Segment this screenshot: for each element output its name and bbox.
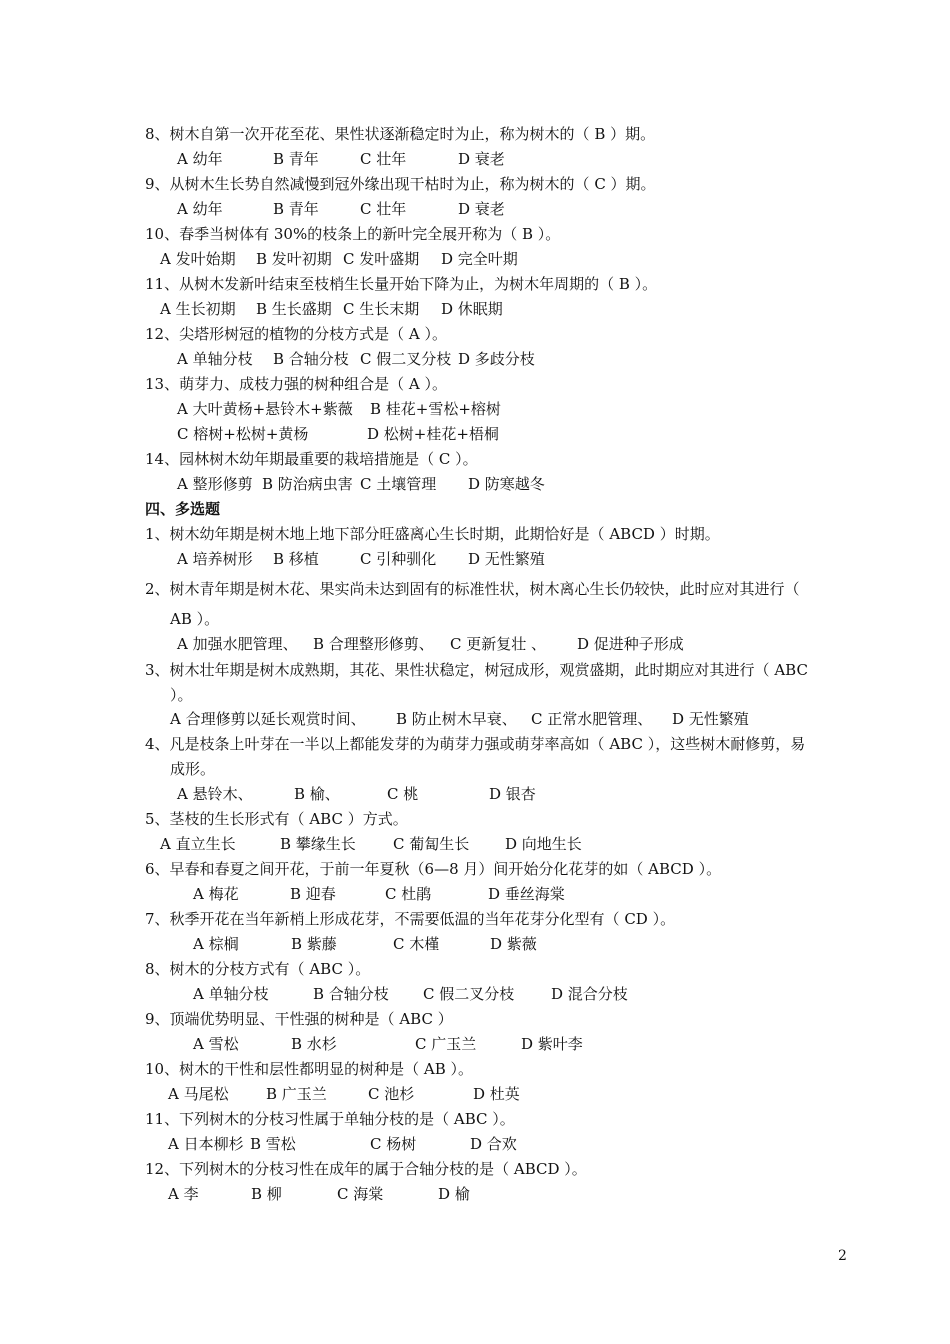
answer-option: A 加强水肥管理、 bbox=[177, 635, 298, 653]
answer-option: A 幼年 bbox=[177, 150, 223, 168]
question-text: 9、从树木生长势自然减慢到冠外缘出现干枯时为止，称为树木的（ C ）期。 bbox=[145, 175, 656, 193]
answer-option: D 防寒越冬 bbox=[468, 475, 545, 493]
answer-option: D 衰老 bbox=[458, 200, 505, 218]
answer-option: A 生长初期 bbox=[160, 300, 236, 318]
answer-option: C 假二叉分枝 bbox=[423, 985, 515, 1003]
answer-option: B 广玉兰 bbox=[266, 1085, 327, 1103]
page-number: 2 bbox=[838, 1248, 847, 1264]
answer-option: D 混合分枝 bbox=[551, 985, 628, 1003]
answer-option: D 无性繁殖 bbox=[672, 710, 749, 728]
answer-option: B 合轴分枝 bbox=[313, 985, 389, 1003]
answer-option: A 幼年 bbox=[177, 200, 223, 218]
answer-option: C 生长末期 bbox=[343, 300, 420, 318]
answer-option: C 发叶盛期 bbox=[343, 250, 420, 268]
answer-option: D 紫薇 bbox=[490, 935, 537, 953]
answer-option: A 单轴分枝 bbox=[193, 985, 269, 1003]
question-continuation: AB ）。 bbox=[170, 610, 220, 628]
answer-option: C 葡匐生长 bbox=[393, 835, 470, 853]
answer-option: B 青年 bbox=[273, 200, 319, 218]
answer-option: D 松树+桂花+梧桐 bbox=[367, 425, 499, 443]
question-text: 12、下列树木的分枝习性在成年的属于合轴分枝的是（ ABCD ）。 bbox=[145, 1160, 587, 1178]
section-heading: 四、多选题 bbox=[145, 500, 221, 518]
answer-option: B 青年 bbox=[273, 150, 319, 168]
question-text: 5、茎枝的生长形式有（ ABC ）方式。 bbox=[145, 810, 408, 828]
answer-option: A 日本柳杉 bbox=[168, 1135, 244, 1153]
answer-option: C 壮年 bbox=[360, 150, 407, 168]
answer-option: A 悬铃木、 bbox=[177, 785, 253, 803]
answer-option: D 榆 bbox=[438, 1185, 470, 1203]
answer-option: C 桃 bbox=[387, 785, 419, 803]
answer-option: A 李 bbox=[168, 1185, 199, 1203]
answer-option: D 向地生长 bbox=[505, 835, 582, 853]
answer-option: D 促进种子形成 bbox=[577, 635, 684, 653]
answer-option: B 水杉 bbox=[291, 1035, 337, 1053]
answer-option: D 完全叶期 bbox=[441, 250, 518, 268]
question-text: 13、萌芽力、成枝力强的树种组合是（ A ）。 bbox=[145, 375, 447, 393]
answer-option: A 棕榈 bbox=[193, 935, 239, 953]
question-text: 2、树木青年期是树木花、果实尚未达到固有的标准性状，树木离心生长仍较快，此时应对其进行（ bbox=[145, 580, 800, 598]
answer-option: B 榆、 bbox=[294, 785, 340, 803]
question-text: 11、从树木发新叶结束至枝梢生长量开始下降为止，为树木年周期的（ B ）。 bbox=[145, 275, 658, 293]
question-text: 10、春季当树体有 30%的枝条上的新叶完全展开称为（ B ）。 bbox=[145, 225, 561, 243]
answer-option: C 广玉兰 bbox=[415, 1035, 477, 1053]
question-continuation: 成形。 bbox=[170, 760, 216, 778]
answer-option: D 衰老 bbox=[458, 150, 505, 168]
answer-option: B 合理整形修剪、 bbox=[313, 635, 434, 653]
question-text: 1、树木幼年期是树木地上地下部分旺盛离心生长时期，此期恰好是（ ABCD ）时期。 bbox=[145, 525, 720, 543]
question-text: 10、树木的干性和层性都明显的树种是（ AB ）。 bbox=[145, 1060, 473, 1078]
answer-option: B 攀缘生长 bbox=[280, 835, 356, 853]
question-continuation: ）。 bbox=[170, 686, 193, 704]
answer-option: B 紫藤 bbox=[291, 935, 337, 953]
answer-option: C 引种驯化 bbox=[360, 550, 437, 568]
answer-option: D 多歧分枝 bbox=[458, 350, 535, 368]
answer-option: B 防治病虫害 bbox=[262, 475, 353, 493]
answer-option: C 池杉 bbox=[368, 1085, 415, 1103]
question-text: 7、秋季开花在当年新梢上形成花芽，不需要低温的当年花芽分化型有（ CD ）。 bbox=[145, 910, 676, 928]
answer-option: C 正常水肥管理、 bbox=[531, 710, 653, 728]
answer-option: A 发叶始期 bbox=[160, 250, 236, 268]
answer-option: A 整形修剪 bbox=[177, 475, 253, 493]
answer-option: A 直立生长 bbox=[160, 835, 236, 853]
question-text: 3、树木壮年期是树木成熟期，其花、果性状稳定，树冠成形，观赏盛期，此时期应对其进行（ ABC bbox=[145, 661, 808, 679]
answer-option: B 发叶初期 bbox=[256, 250, 332, 268]
question-text: 8、树木自第一次开花至花、果性状逐渐稳定时为止，称为树木的（ B ）期。 bbox=[145, 125, 656, 143]
answer-option: D 垂丝海棠 bbox=[488, 885, 565, 903]
answer-option: C 杜鹃 bbox=[385, 885, 432, 903]
answer-option: B 生长盛期 bbox=[256, 300, 332, 318]
answer-option: C 壮年 bbox=[360, 200, 407, 218]
answer-option: B 桂花+雪松+榕树 bbox=[370, 400, 501, 418]
answer-option: D 紫叶李 bbox=[521, 1035, 583, 1053]
answer-option: C 木槿 bbox=[393, 935, 440, 953]
answer-option: D 无性繁殖 bbox=[468, 550, 545, 568]
answer-option: A 梅花 bbox=[193, 885, 239, 903]
question-text: 6、早春和春夏之间开花，于前一年夏秋（6—8 月）间开始分化花芽的如（ ABCD ）。 bbox=[145, 860, 722, 878]
answer-option: C 杨树 bbox=[370, 1135, 417, 1153]
answer-option: C 土壤管理 bbox=[360, 475, 437, 493]
answer-option: C 榕树+松树+黄杨 bbox=[177, 425, 309, 443]
answer-option: C 海棠 bbox=[337, 1185, 384, 1203]
answer-option: D 杜英 bbox=[473, 1085, 520, 1103]
question-text: 4、凡是枝条上叶芽在一半以上都能发芽的为萌芽力强或萌芽率高如（ ABC ），这些树木耐修剪，易 bbox=[145, 735, 806, 753]
question-text: 8、树木的分枝方式有（ ABC ）。 bbox=[145, 960, 371, 978]
answer-option: B 防止树木早衰、 bbox=[396, 710, 517, 728]
answer-option: A 合理修剪以延长观赏时间、 bbox=[170, 710, 366, 728]
answer-option: B 迎春 bbox=[290, 885, 336, 903]
answer-option: A 大叶黄杨+悬铃木+紫薇 bbox=[177, 400, 353, 418]
answer-option: A 雪松 bbox=[193, 1035, 239, 1053]
answer-option: D 合欢 bbox=[470, 1135, 517, 1153]
answer-option: A 单轴分枝 bbox=[177, 350, 253, 368]
question-text: 9、顶端优势明显、干性强的树种是（ ABC ） bbox=[145, 1010, 453, 1028]
answer-option: A 马尾松 bbox=[168, 1085, 229, 1103]
answer-option: B 移植 bbox=[273, 550, 319, 568]
answer-option: B 柳 bbox=[251, 1185, 282, 1203]
answer-option: C 假二叉分枝 bbox=[360, 350, 452, 368]
answer-option: B 雪松 bbox=[250, 1135, 296, 1153]
answer-option: D 休眠期 bbox=[441, 300, 503, 318]
answer-option: C 更新复壮 、 bbox=[450, 635, 547, 653]
answer-option: A 培养树形 bbox=[177, 550, 253, 568]
answer-option: B 合轴分枝 bbox=[273, 350, 349, 368]
question-text: 14、园林树木幼年期最重要的栽培措施是（ C ）。 bbox=[145, 450, 478, 468]
answer-option: D 银杏 bbox=[489, 785, 536, 803]
question-text: 11、下列树木的分枝习性属于单轴分枝的是（ ABC ）。 bbox=[145, 1110, 515, 1128]
question-text: 12、尖塔形树冠的植物的分枝方式是（ A ）。 bbox=[145, 325, 447, 343]
